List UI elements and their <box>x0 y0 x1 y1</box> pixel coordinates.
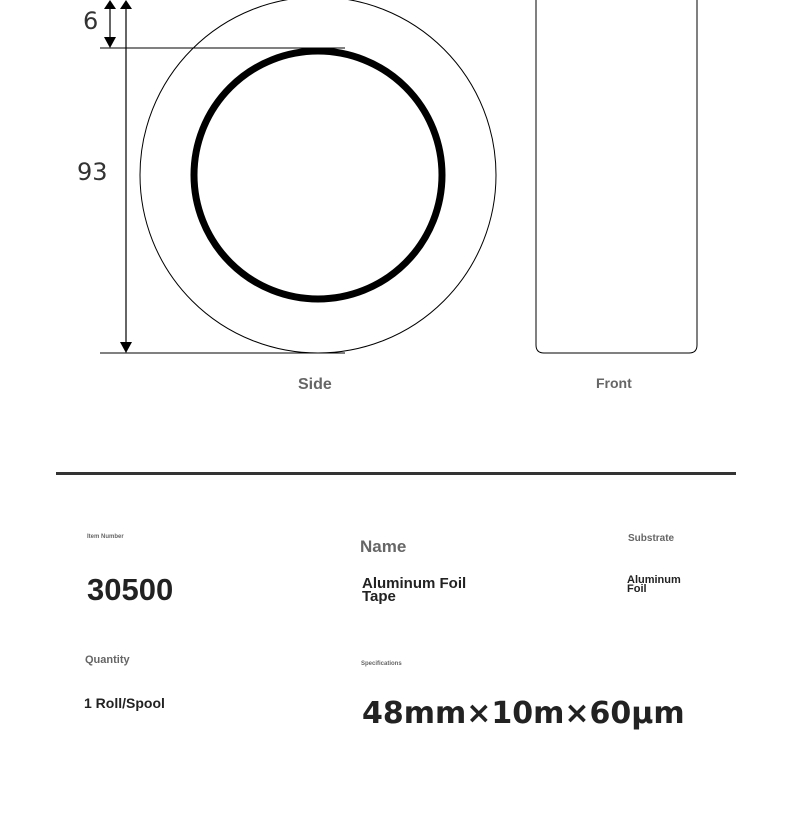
item-number-value: 30500 <box>87 572 174 607</box>
height-dimension-label: 93 <box>77 158 108 186</box>
name-value: Aluminum Foil Tape <box>362 575 467 605</box>
top-gap-arrow-down <box>104 37 116 48</box>
substrate-value: Aluminum Foil <box>627 574 681 595</box>
roll-core-circle <box>194 51 442 299</box>
quantity-value: 1 Roll/Spool <box>84 695 165 711</box>
top-gap-dimension-label: 6 <box>83 7 99 35</box>
specifications-value: 48mm×10m×60μm <box>362 696 685 731</box>
front-view-label: Front <box>596 375 632 391</box>
section-divider <box>56 472 736 475</box>
substrate-label: Substrate <box>628 533 675 544</box>
specifications-label: Specifications <box>361 661 402 667</box>
height-arrow-down <box>120 342 132 353</box>
top-gap-arrow-up <box>104 0 116 9</box>
front-view-outline <box>536 0 697 353</box>
side-view-label: Side <box>298 376 332 393</box>
item-number-label: Item Number <box>87 534 124 540</box>
name-label: Name <box>360 537 407 556</box>
quantity-label: Quantity <box>85 654 130 666</box>
height-arrow-up <box>120 0 132 9</box>
